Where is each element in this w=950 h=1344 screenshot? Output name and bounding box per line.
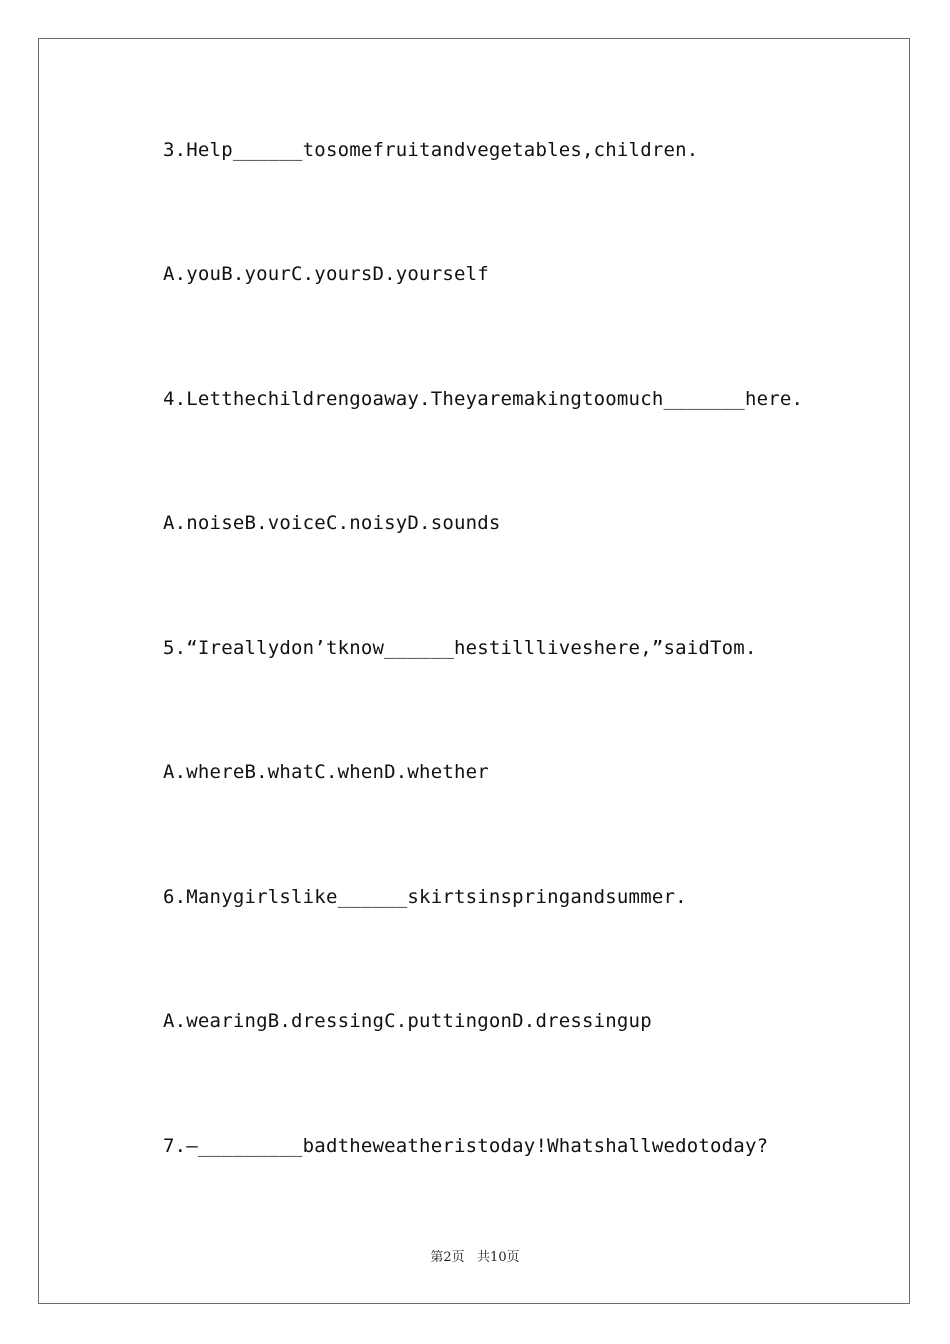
- question-3-options: A.youB.yourC.yoursD.yourself: [163, 263, 489, 285]
- question-5-stem: 5.“Ireallydon’tknow______hestillliveshere,”saidTom.: [163, 637, 757, 659]
- page-number-footer: 第2页 共10页: [430, 1250, 520, 1265]
- question-7-stem: 7.—_________badtheweatheristoday!Whatshallwedotoday?: [163, 1135, 769, 1157]
- page-frame: [38, 38, 910, 1304]
- question-6-stem: 6.Manygirlslike______skirtsinspringandsummer.: [163, 886, 687, 908]
- question-3-stem: 3.Help______tosomefruitandvegetables,children.: [163, 139, 699, 161]
- question-4-stem: 4.Letthechildrengoaway.Theyaremakingtoomuch_______here.: [163, 388, 804, 410]
- question-6-options: A.wearingB.dressingC.puttingonD.dressingup: [163, 1010, 652, 1032]
- question-5-options: A.whereB.whatC.whenD.whether: [163, 761, 489, 783]
- question-4-options: A.noiseB.voiceC.noisyD.sounds: [163, 512, 501, 534]
